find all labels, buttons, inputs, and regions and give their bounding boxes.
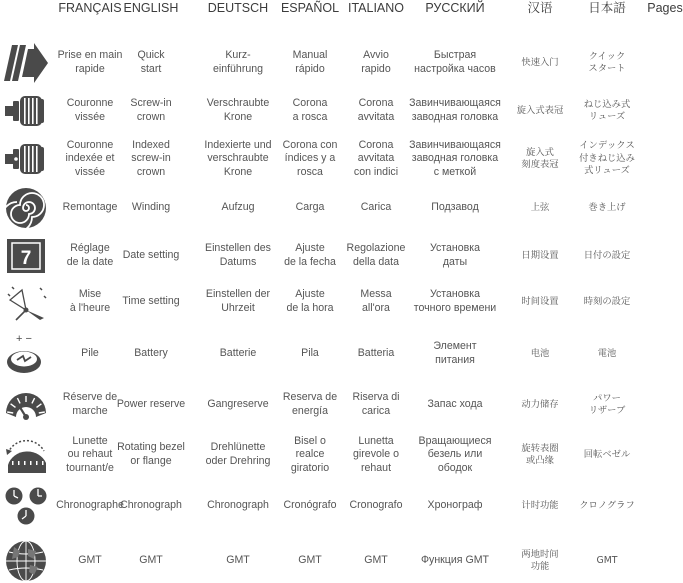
cell-en: Rotating bezel or flange xyxy=(117,441,185,467)
column-header-ja: 日本語 xyxy=(588,1,626,15)
time-setting-hands-icon xyxy=(4,280,48,324)
cell-it: Avvio rapido xyxy=(361,49,391,75)
cell-de: Kurz- einführung xyxy=(212,49,264,75)
cell-zh: 旋转表圈 或凸缘 xyxy=(521,442,559,466)
cell-es: GMT xyxy=(298,554,322,567)
cell-es: Reserva de energía xyxy=(282,391,338,417)
cell-ru: Завинчивающаяся заводная головка xyxy=(409,97,501,123)
cell-it: Batteria xyxy=(357,347,395,360)
cell-ja: ねじ込み式 リューズ xyxy=(583,98,631,122)
indexed-crown-icon xyxy=(4,137,48,181)
cell-ja: クイック スタート xyxy=(588,50,626,74)
cell-zh: 两地时间 功能 xyxy=(521,548,559,572)
cell-it: Regolazione della data xyxy=(346,242,406,268)
cell-zh: 上弦 xyxy=(530,201,550,213)
cell-es: Cronógrafo xyxy=(283,499,337,512)
cell-ja: GMT xyxy=(596,554,618,566)
cell-de: Indexierte und verschraubte Krone xyxy=(204,138,272,178)
cell-es: Corona con índices y a rosca xyxy=(282,138,338,178)
column-header-en: ENGLISH xyxy=(123,1,179,15)
cell-ja: 日付の設定 xyxy=(583,249,631,261)
cell-ru: Быстрая настройка часов xyxy=(414,49,496,75)
cell-ja: 時刻の設定 xyxy=(583,295,631,307)
cell-ru: Функция GMT xyxy=(420,554,490,567)
cell-ja: パワー リザーブ xyxy=(588,392,626,416)
cell-fr: Chronographe xyxy=(56,499,124,512)
cell-es: Corona a rosca xyxy=(292,97,328,123)
cell-it: Corona avvitata xyxy=(357,97,395,123)
column-header-ru: РУССКИЙ xyxy=(425,1,485,15)
cell-de: Drehlünette oder Drehring xyxy=(205,441,271,467)
cell-it: GMT xyxy=(364,554,388,567)
cell-en: Screw-in crown xyxy=(130,97,172,123)
winding-spiral-icon xyxy=(4,186,48,230)
battery-polarity-text: + − xyxy=(16,333,32,345)
cell-de: GMT xyxy=(226,554,250,567)
cell-en: Winding xyxy=(131,201,171,214)
cell-ru: Вращающиеся безель или ободок xyxy=(418,434,492,474)
cell-zh: 日期设置 xyxy=(521,249,559,261)
cell-it: Corona avvitata con indici xyxy=(353,138,399,178)
column-header-it: ITALIANO xyxy=(347,1,405,15)
cell-de: Chronograph xyxy=(207,499,269,512)
date-number: 7 xyxy=(20,248,32,269)
cell-en: Quick start xyxy=(137,49,165,75)
screw-in-crown-icon xyxy=(4,89,48,133)
cell-zh: 快速入门 xyxy=(521,56,559,68)
cell-it: Carica xyxy=(360,201,392,214)
quick-start-arrow-icon xyxy=(4,41,48,85)
cell-fr: Mise à l'heure xyxy=(69,288,111,314)
date-window-icon xyxy=(4,234,48,278)
cell-zh: 动力储存 xyxy=(521,398,559,410)
cell-de: Batterie xyxy=(219,347,257,360)
cell-ru: Подзавод xyxy=(431,201,479,214)
cell-zh: 旋入式表冠 xyxy=(516,104,564,116)
cell-ja: 巻き上げ xyxy=(588,201,626,213)
gmt-globe-icon xyxy=(4,539,48,583)
column-header-zh: 汉语 xyxy=(527,1,553,15)
cell-en: Date setting xyxy=(122,249,180,262)
cell-de: Einstellen der Uhrzeit xyxy=(205,288,271,314)
cell-fr: Remontage xyxy=(62,201,118,214)
cell-de: Einstellen des Datums xyxy=(205,242,271,268)
cell-ja: インデックス 付きねじ込み 式リューズ xyxy=(579,140,635,177)
chronograph-subdials-icon xyxy=(4,484,48,528)
column-header-de: DEUTSCH xyxy=(207,1,269,15)
cell-fr: Réserve de marche xyxy=(62,391,118,417)
cell-fr: Prise en main rapide xyxy=(57,49,123,75)
cell-it: Messa all'ora xyxy=(360,288,392,314)
cell-ja: クロノグラフ xyxy=(579,499,635,511)
cell-it: Riserva di carica xyxy=(352,391,400,417)
cell-es: Pila xyxy=(301,347,319,360)
cell-ja: 回転ベゼル xyxy=(583,448,631,460)
cell-ru: Элемент питания xyxy=(433,340,477,366)
cell-en: Indexed screw-in crown xyxy=(131,138,171,178)
cell-de: Aufzug xyxy=(221,201,255,214)
battery-cell-icon xyxy=(4,332,48,376)
cell-ru: Запас хода xyxy=(427,398,483,411)
column-header-es: ESPAÑOL xyxy=(280,1,340,15)
cell-es: Manual rápido xyxy=(292,49,328,75)
cell-fr: Lunette ou rehaut tournant/e xyxy=(66,434,114,474)
cell-en: Power reserve xyxy=(116,398,186,411)
cell-fr: Couronne vissée xyxy=(66,97,114,123)
cell-de: Gangreserve xyxy=(207,398,269,411)
cell-de: Verschraubte Krone xyxy=(206,97,270,123)
cell-fr: Réglage de la date xyxy=(66,242,114,268)
cell-it: Lunetta girevole o rehaut xyxy=(353,434,399,474)
cell-es: Ajuste de la hora xyxy=(286,288,334,314)
cell-fr: GMT xyxy=(78,554,102,567)
cell-fr: Pile xyxy=(81,347,99,360)
cell-en: GMT xyxy=(139,554,163,567)
cell-ru: Завинчивающаяся заводная головка с меткой xyxy=(409,138,501,178)
cell-zh: 电池 xyxy=(530,347,550,359)
cell-ru: Установка точного времени xyxy=(413,288,497,314)
cell-en: Battery xyxy=(134,347,168,360)
cell-en: Time setting xyxy=(122,295,180,308)
cell-en: Chronograph xyxy=(120,499,182,512)
cell-zh: 旋入式 刻度表冠 xyxy=(521,146,559,170)
cell-es: Ajuste de la fecha xyxy=(284,242,336,268)
column-header-pages: Pages xyxy=(647,1,683,15)
cell-ru: Хронограф xyxy=(427,499,483,512)
cell-es: Carga xyxy=(295,201,325,214)
cell-it: Cronografo xyxy=(349,499,403,512)
cell-zh: 计时功能 xyxy=(521,499,559,511)
cell-ru: Установка даты xyxy=(429,242,481,268)
cell-fr: Couronne indexée et vissée xyxy=(65,138,115,178)
rotating-bezel-icon xyxy=(4,433,48,477)
cell-zh: 时间设置 xyxy=(521,295,559,307)
cell-es: Bisel o realce giratorio xyxy=(290,434,330,474)
power-reserve-gauge-icon xyxy=(4,383,48,427)
column-header-fr: FRANÇAIS xyxy=(58,1,122,15)
cell-ja: 電池 xyxy=(597,347,617,359)
